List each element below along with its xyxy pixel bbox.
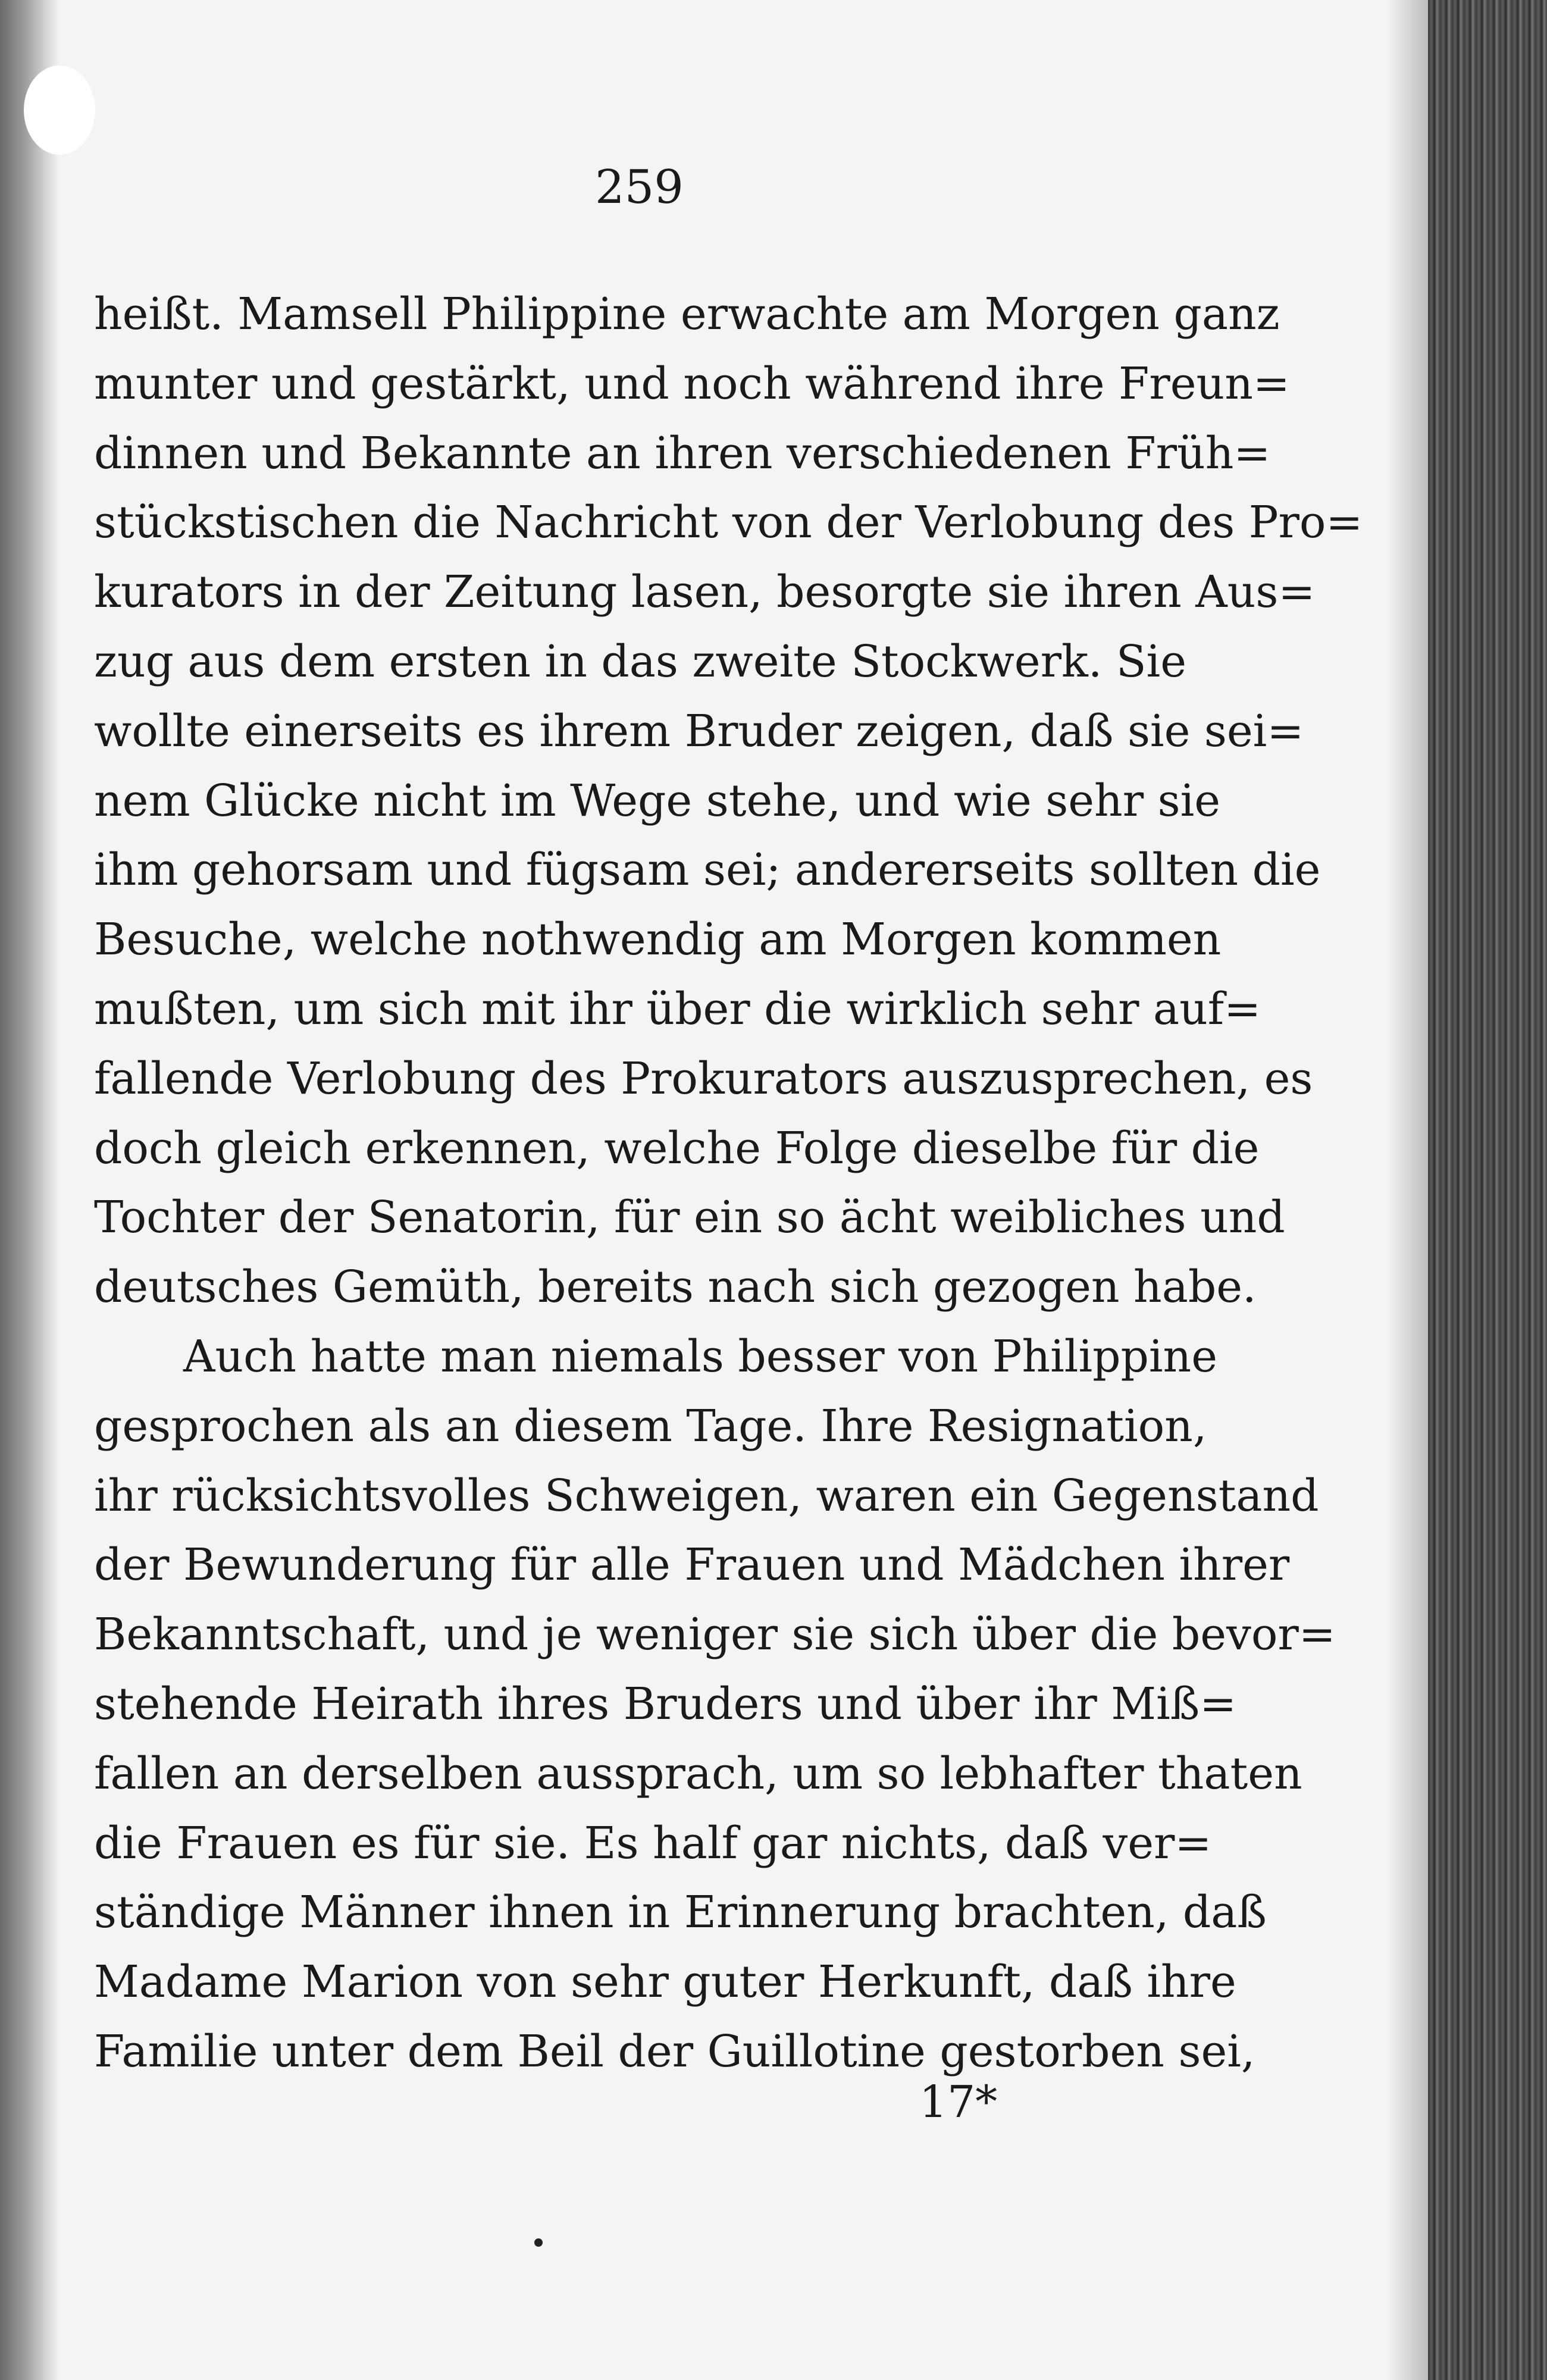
text-line: gesprochen als an diesem Tage. Ihre Resignation, xyxy=(94,1400,1207,1452)
signature-mark: 17* xyxy=(919,2077,998,2128)
text-line: munter und gestärkt, und noch während ihre Freun= xyxy=(94,358,1290,409)
scan-right-shadow xyxy=(1386,0,1434,2380)
text-line: nem Glücke nicht im Wege stehe, und wie sehr sie xyxy=(94,775,1221,826)
text-line: kurators in der Zeitung lasen, besorgte sie ihren Aus= xyxy=(94,566,1316,618)
page-number: 259 xyxy=(595,161,684,214)
text-line: Besuche, welche nothwendig am Morgen kommen xyxy=(94,914,1222,966)
text-line: der Bewunderung für alle Frauen und Mädchen ihrer xyxy=(94,1539,1290,1591)
text-line: mußten, um sich mit ihr über die wirklich sehr auf= xyxy=(94,983,1261,1035)
text-line: Bekanntschaft, und je weniger sie sich über die bevor= xyxy=(94,1609,1336,1661)
punch-hole xyxy=(24,65,95,155)
scan-right-edge xyxy=(1428,0,1547,2380)
text-line: Madame Marion von sehr guter Herkunft, daß ihre xyxy=(94,1956,1236,2008)
text-line: fallende Verlobung des Prokurators auszusprechen, es xyxy=(94,1053,1313,1104)
text-line: heißt. Mamsell Philippine erwachte am Morgen ganz xyxy=(94,289,1280,340)
scan-left-edge xyxy=(0,0,60,2380)
text-line: ihr rücksichtsvolles Schweigen, waren ein Gegenstand xyxy=(94,1470,1319,1521)
text-line: ihm gehorsam und fügsam sei; andererseits sollten die xyxy=(94,844,1321,896)
text-line: stückstischen die Nachricht von der Verlobung des Pro= xyxy=(94,497,1363,549)
text-line: Tochter der Senatorin, für ein so ächt weibliches und xyxy=(94,1192,1285,1244)
body-text xyxy=(94,280,1363,2087)
text-line: Familie unter dem Beil der Guillotine gestorben sei, xyxy=(94,2025,1255,2077)
text-line: Auch hatte man niemals besser von Philippine xyxy=(183,1330,1217,1382)
text-line: deutsches Gemüth, bereits nach sich gezogen habe. xyxy=(94,1261,1257,1313)
text-line: fallen an derselben aussprach, um so lebhafter thaten xyxy=(94,1748,1302,1799)
text-line: zug aus dem ersten in das zweite Stockwerk. Sie xyxy=(94,635,1187,687)
text-line: stehende Heirath ihres Bruders und über ihr Miß= xyxy=(94,1678,1237,1730)
text-line: die Frauen es für sie. Es half gar nichts, daß ver= xyxy=(94,1817,1212,1869)
text-line: dinnen und Bekannte an ihren verschiedenen Früh= xyxy=(94,427,1271,479)
text-line: wollte einerseits es ihrem Bruder zeigen, daß sie sei= xyxy=(94,705,1304,757)
text-line: doch gleich erkennen, welche Folge dieselbe für die xyxy=(94,1122,1260,1174)
text-line: ständige Männer ihnen in Erinnerung brachten, daß xyxy=(94,1887,1267,1939)
ink-speck xyxy=(534,2238,543,2247)
